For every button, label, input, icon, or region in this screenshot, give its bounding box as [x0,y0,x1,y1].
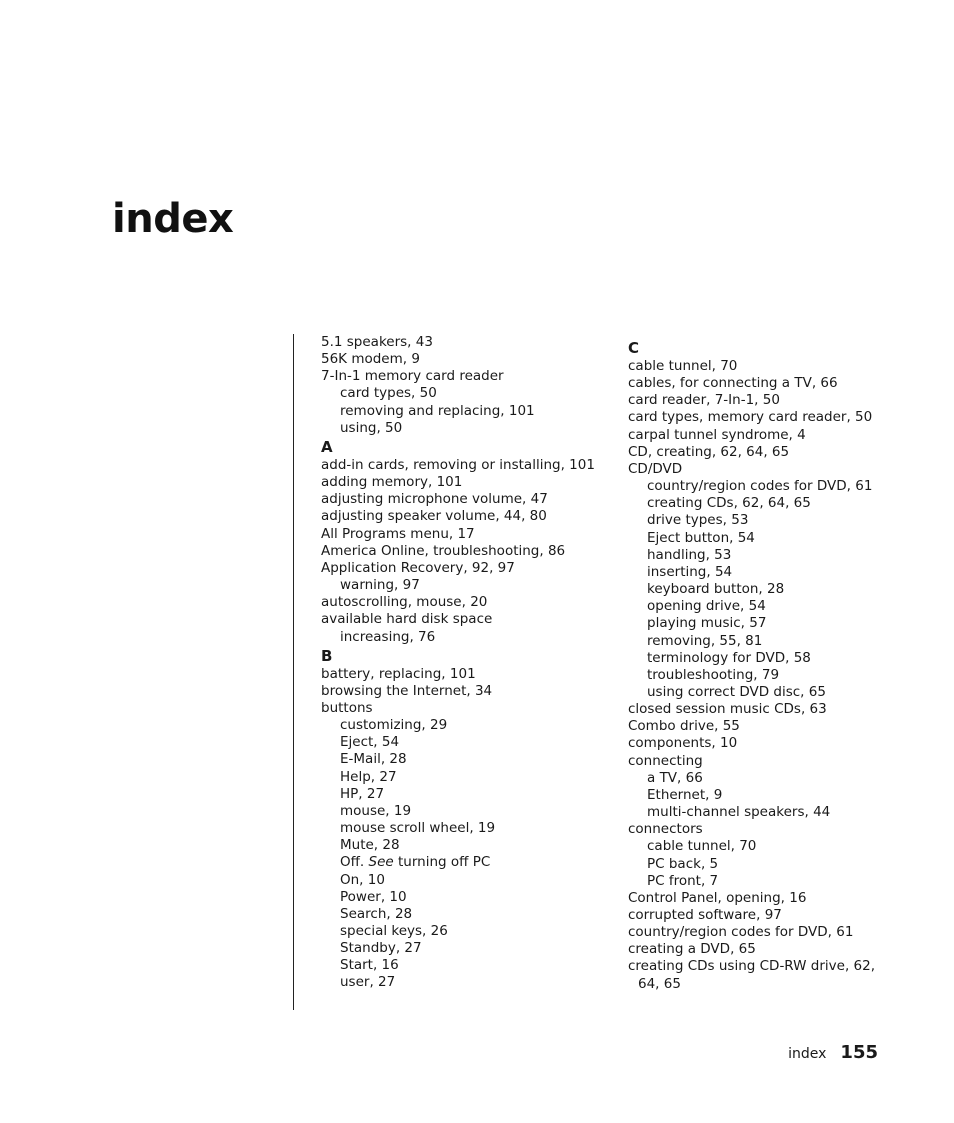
index-entry: available hard disk space [321,611,493,628]
index-subentry: Eject button, 54 [647,529,755,546]
section-letter: C [628,339,640,357]
index-subentry: Standby, 27 [340,940,422,957]
index-entry: 7-In-1 memory card reader [321,368,504,385]
index-entry: connectors [628,821,703,838]
section-letter: A [321,437,333,456]
index-entry: autoscrolling, mouse, 20 [321,594,488,611]
footer-label: index [788,1046,827,1062]
index-subentry: a TV, 66 [647,769,703,786]
index-subentry: keyboard button, 28 [647,581,785,598]
index-subentry: HP, 27 [340,785,385,802]
index-entry: carpal tunnel syndrome, 4 [628,426,806,443]
index-subentry: card types, 50 [340,385,437,402]
index-subentry: inserting, 54 [647,563,733,580]
index-subentry: E-Mail, 28 [340,751,407,768]
index-subentry: creating CDs, 62, 64, 65 [647,495,811,512]
index-subentry: Mute, 28 [340,837,400,854]
index-entry: card reader, 7-In-1, 50 [628,392,780,409]
index-subentry: using correct DVD disc, 65 [647,683,826,700]
index-subentry: PC front, 7 [647,872,719,889]
index-column-right [628,339,928,993]
index-subentry: mouse scroll wheel, 19 [340,820,496,837]
index-subentry: Search, 28 [340,905,413,922]
index-entry: corrupted software, 97 [628,907,782,923]
index-entry: Application Recovery, 92, 97 [321,559,515,576]
index-subentry: Eject, 54 [340,734,400,751]
index-entry: cables, for connecting a TV, 66 [628,375,838,392]
index-entry: CD, creating, 62, 64, 65 [628,443,790,460]
index-entry: 64, 65 [638,975,681,992]
index-subentry: multi-channel speakers, 44 [647,804,831,821]
index-column-left [321,334,606,992]
index-entry: adding memory, 101 [321,474,463,491]
entry-text: Off. [340,854,365,871]
index-entry: Combo drive, 55 [628,718,740,735]
index-subentry: removing, 55, 81 [647,632,763,649]
index-subentry: Ethernet, 9 [647,786,723,803]
index-entry: closed session music CDs, 63 [628,701,827,718]
index-entry: browsing the Internet, 34 [321,682,493,699]
index-entry: All Programs menu, 17 [321,525,475,542]
index-subentry: country/region codes for DVD, 61 [647,478,873,495]
index-subentry: Start, 16 [340,957,399,974]
index-subentry: special keys, 26 [340,923,448,939]
page-number: 155 [840,1042,878,1063]
index-subentry: user, 27 [340,974,396,991]
index-subentry: drive types, 53 [647,512,749,529]
column-divider [293,334,294,1010]
index-subentry: playing music, 57 [647,615,767,632]
index-subentry: opening drive, 54 [647,598,766,615]
index-subentry: using, 50 [340,419,403,436]
index-subentry: increasing, 76 [340,628,436,645]
index-subentry [321,854,606,871]
index-subentry: mouse, 19 [340,802,412,819]
index-subentry: terminology for DVD, 58 [647,649,811,666]
index-subentry: handling, 53 [647,546,732,563]
index-entry: country/region codes for DVD, 61 [628,924,854,941]
section-letter: B [321,646,333,665]
index-subentry: Power, 10 [340,888,407,905]
index-entry: battery, replacing, 101 [321,665,476,682]
index-entry: America Online, troubleshooting, 86 [321,542,566,559]
index-entry: components, 10 [628,735,738,752]
index-entry: cable tunnel, 70 [628,358,738,374]
page-footer [788,1042,878,1063]
index-entry: CD/DVD [628,460,683,477]
index-entry: 56K modem, 9 [321,351,420,368]
see-target: turning off PC [398,854,491,871]
index-entry: adjusting microphone volume, 47 [321,491,548,508]
index-subentry: customizing, 29 [340,717,448,734]
index-entry: creating CDs using CD-RW drive, 62, [628,958,876,975]
index-subentry: warning, 97 [340,577,420,594]
index-entry: adjusting speaker volume, 44, 80 [321,508,547,525]
index-subentry: cable tunnel, 70 [647,838,757,855]
index-subentry: Help, 27 [340,768,397,785]
index-subentry: troubleshooting, 79 [647,666,780,683]
index-entry: card types, memory card reader, 50 [628,409,873,426]
index-subentry: PC back, 5 [647,855,719,872]
page-title: index [112,196,234,242]
index-entry: creating a DVD, 65 [628,941,756,958]
index-subentry: On, 10 [340,871,385,888]
index-entry: connecting [628,752,703,769]
see-reference: See [368,854,394,871]
index-entry: 5.1 speakers, 43 [321,334,433,350]
index-entry: Control Panel, opening, 16 [628,889,807,906]
index-entry: buttons [321,699,373,716]
index-subentry: removing and replacing, 101 [340,402,535,419]
index-entry: add-in cards, removing or installing, 101 [321,456,595,473]
